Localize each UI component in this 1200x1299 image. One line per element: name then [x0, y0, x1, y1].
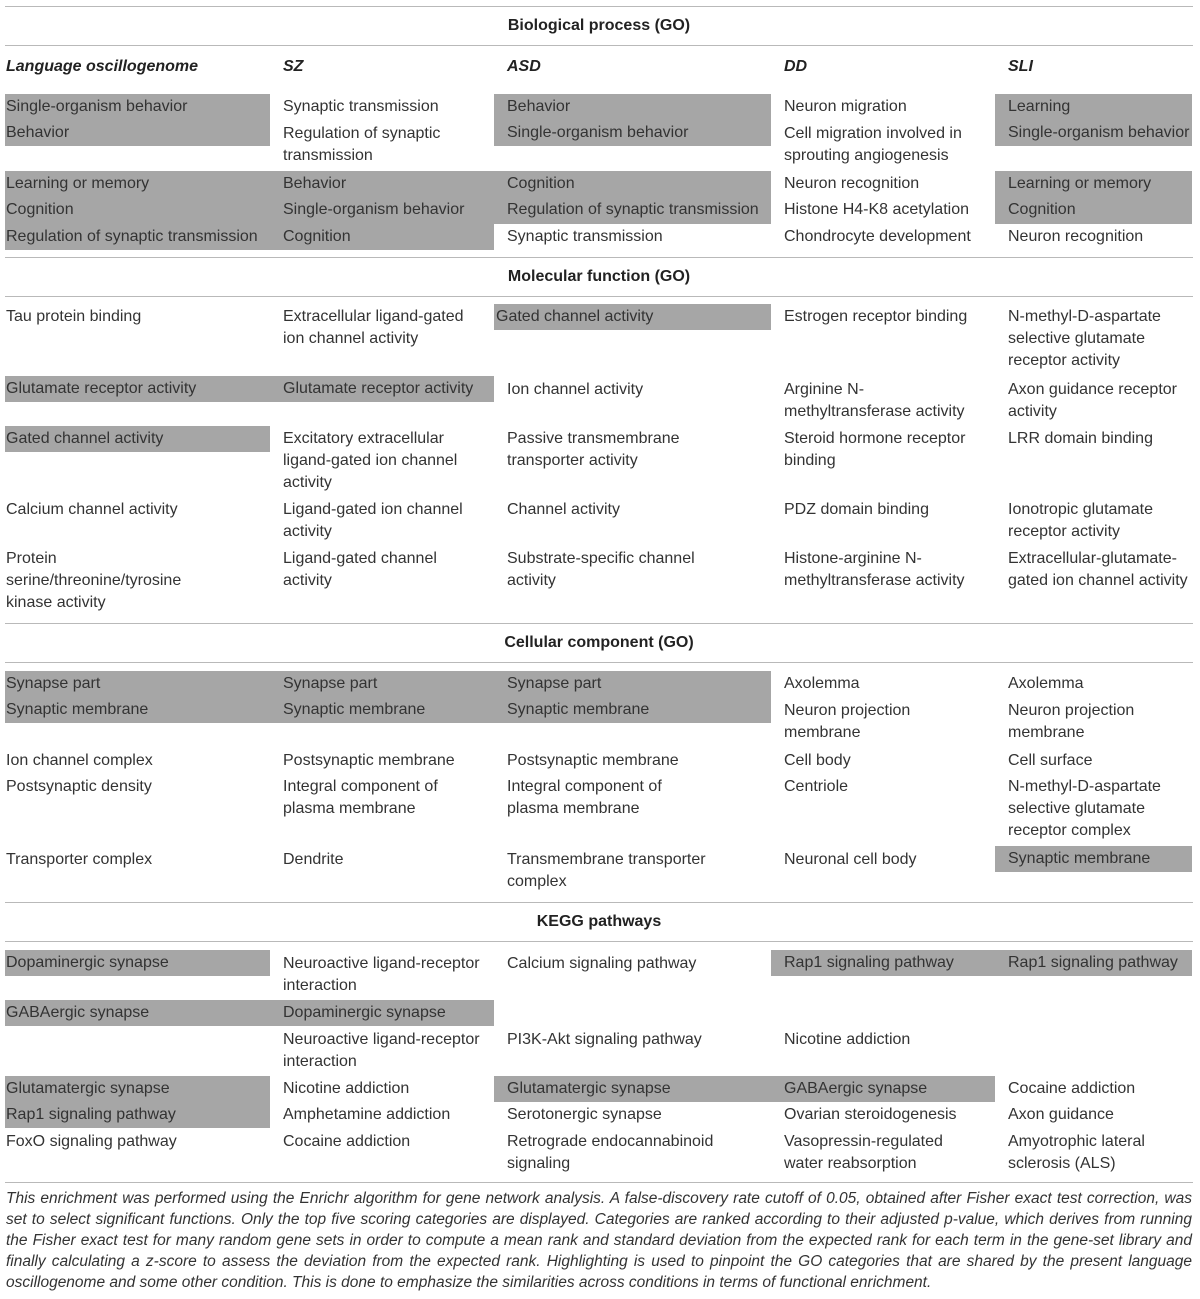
cc-dd-cell: Axolemma: [784, 675, 860, 692]
section-title-biological-process: Biological process (GO): [507, 17, 691, 34]
bp-lo-cell: Learning or memory: [5, 171, 270, 197]
kegg-lo-cell: FoxO signaling pathway: [6, 1133, 177, 1150]
bp-asd-cell: Single-organism behavior: [494, 120, 771, 146]
kegg-lo-cell: GABAergic synapse: [5, 1000, 270, 1026]
mf-sz-cell: Ligand-gated ion channel activity: [283, 501, 463, 540]
cc-sli-cell: Neuron projection membrane: [1008, 702, 1135, 741]
kegg-asd-cell: Glutamatergic synapse: [494, 1076, 771, 1102]
mf-sz-cell: Extracellular ligand-gated ion channel activity: [283, 308, 464, 347]
kegg-sz-cell: Neuroactive ligand-receptor interaction: [283, 955, 480, 994]
cc-sz-cell: Dendrite: [283, 851, 344, 868]
kegg-sz-cell: Nicotine addiction: [283, 1080, 410, 1097]
table-rule: [5, 45, 1193, 46]
mf-sz-cell: Ligand-gated channel activity: [283, 550, 437, 589]
kegg-sz-cell: Amphetamine addiction: [283, 1106, 451, 1123]
cc-sli-cell: Axolemma: [1008, 675, 1084, 692]
cc-asd-cell: Postsynaptic membrane: [507, 752, 679, 769]
column-header-language-oscillogenome: Language oscillogenome: [6, 58, 199, 75]
kegg-asd-cell: Serotonergic synapse: [507, 1106, 662, 1123]
mf-asd-cell: Substrate-specific channel activity: [507, 550, 695, 589]
mf-dd-cell: Arginine N-methyltransferase activity: [784, 381, 965, 420]
kegg-sz-cell: Dopaminergic synapse: [270, 1000, 494, 1026]
bp-sz-cell: Single-organism behavior: [270, 197, 494, 224]
mf-asd-cell: Passive transmembrane transporter activity: [507, 430, 680, 469]
bp-dd-cell: Neuron migration: [784, 98, 907, 115]
cc-asd-cell: Transmembrane transporter complex: [507, 851, 706, 890]
mf-sz-cell: Excitatory extracellular ligand-gated ion channel activity: [283, 430, 458, 491]
table-rule-bottom: [5, 1182, 1193, 1183]
table-rule: [5, 296, 1193, 297]
column-header-sli: SLI: [1008, 58, 1033, 75]
bp-sli-cell: Learning: [995, 94, 1192, 120]
table-footnote: This enrichment was performed using the Enrichr algorithm for gene network analysis. A false-discovery rate cutoff of 0.05, obtained after Fisher exact test correction, was set to select significant functions. Only the top five scoring categories are displayed. Categories are ranked according to their adjusted p-value, which derives from running the Fisher exact test for many random gene sets in order to compute a mean rank and standard deviation from the expected rank for each term in the gene-set library and finally calculating a z-score to assess the deviation from the expected rank. Highlighting is used to pinpoint the GO categories that are shared by the present language oscillogenome and some other condition. This is done to emphasize the similarities across conditions in terms of functional enrichment.: [6, 1190, 1192, 1291]
mf-dd-cell: PDZ domain binding: [784, 501, 929, 518]
mf-lo-cell: Gated channel activity: [5, 426, 270, 452]
cc-sz-cell: Integral component of plasma membrane: [283, 778, 438, 817]
mf-sli-cell: Extracellular-glutamate-gated ion channel activity: [1008, 550, 1188, 589]
bp-lo-cell: Behavior: [5, 120, 270, 146]
bp-dd-cell: Chondrocyte development: [784, 228, 971, 245]
mf-asd-cell: Gated channel activity: [494, 304, 771, 330]
section-title-kegg: KEGG pathways: [536, 913, 662, 930]
table-rule-top: [5, 6, 1193, 7]
cc-sli-cell: N-methyl-D-aspartate selective glutamate receptor complex: [1008, 778, 1161, 839]
bp-dd-cell: Neuron recognition: [784, 175, 920, 192]
mf-lo-cell: Glutamate receptor activity: [5, 376, 270, 402]
kegg-dd-cell: Ovarian steroidogenesis: [784, 1106, 957, 1123]
cc-dd-cell: Centriole: [784, 778, 849, 795]
cc-sz-cell: Synaptic membrane: [270, 697, 494, 723]
kegg-dd-cell: Rap1 signaling pathway: [771, 950, 995, 976]
bp-asd-cell: Behavior: [494, 94, 771, 120]
cc-dd-cell: Neuronal cell body: [784, 851, 917, 868]
mf-sli-cell: LRR domain binding: [1008, 430, 1153, 447]
mf-dd-cell: Steroid hormone receptor binding: [784, 430, 966, 469]
mf-asd-cell: Ion channel activity: [507, 381, 644, 398]
kegg-sli-cell: Amyotrophic lateral sclerosis (ALS): [1008, 1133, 1145, 1172]
mf-sli-cell: Ionotropic glutamate receptor activity: [1008, 501, 1153, 540]
bp-sz-cell: Regulation of synaptic transmission: [283, 125, 441, 164]
bp-sli-cell: Neuron recognition: [1008, 228, 1144, 245]
mf-sz-cell: Glutamate receptor activity: [270, 376, 494, 402]
table-rule: [5, 902, 1193, 903]
kegg-dd-cell: Vasopressin-regulated water reabsorption: [784, 1133, 943, 1172]
mf-sli-cell: N-methyl-D-aspartate selective glutamate receptor activity: [1008, 308, 1161, 369]
kegg-sz-cell: Cocaine addiction: [283, 1133, 411, 1150]
mf-lo-cell: Calcium channel activity: [6, 501, 178, 518]
bp-sli-cell: Cognition: [995, 197, 1192, 224]
table-rule: [5, 941, 1193, 942]
bp-asd-cell: Synaptic transmission: [507, 228, 663, 245]
cc-lo-cell: Transporter complex: [6, 851, 153, 868]
kegg-lo-cell: Rap1 signaling pathway: [5, 1102, 270, 1128]
bp-sli-cell: Single-organism behavior: [995, 120, 1192, 146]
column-header-sz: SZ: [283, 58, 304, 75]
cc-lo-cell: Synaptic membrane: [5, 697, 270, 723]
kegg-sz-cell: Neuroactive ligand-receptor interaction: [283, 1031, 480, 1070]
cc-sli-cell: Synaptic membrane: [995, 846, 1192, 872]
cc-sz-cell: Postsynaptic membrane: [283, 752, 455, 769]
kegg-asd-cell: Calcium signaling pathway: [507, 955, 697, 972]
cc-lo-cell: Postsynaptic density: [6, 778, 152, 795]
bp-lo-cell: Single-organism behavior: [5, 94, 270, 120]
mf-asd-cell: Channel activity: [507, 501, 620, 518]
kegg-sli-cell: Axon guidance: [1008, 1106, 1114, 1123]
kegg-lo-cell: Glutamatergic synapse: [5, 1076, 270, 1102]
mf-lo-cell: Tau protein binding: [6, 308, 142, 325]
cc-sli-cell: Cell surface: [1008, 752, 1093, 769]
table-rule: [5, 623, 1193, 624]
mf-lo-cell: Protein serine/threonine/tyrosine kinase activity: [6, 550, 182, 611]
bp-sz-cell: Behavior: [270, 171, 494, 197]
table-rule: [5, 662, 1193, 663]
column-header-dd: DD: [784, 58, 808, 75]
bp-lo-cell: Cognition: [5, 197, 270, 224]
bp-sz-cell: Synaptic transmission: [283, 98, 439, 115]
kegg-sli-cell: Cocaine addiction: [1008, 1080, 1136, 1097]
bp-sz-cell: Cognition: [270, 224, 494, 250]
column-header-asd: ASD: [507, 58, 541, 75]
mf-dd-cell: Histone-arginine N-methyltransferase activity: [784, 550, 965, 589]
kegg-asd-cell: Retrograde endocannabinoid signaling: [507, 1133, 714, 1172]
mf-sli-cell: Axon guidance receptor activity: [1008, 381, 1177, 420]
bp-dd-cell: Cell migration involved in sprouting angiogenesis: [784, 125, 962, 164]
bp-sli-cell: Learning or memory: [995, 171, 1192, 197]
cc-lo-cell: Synapse part: [5, 671, 270, 697]
cc-asd-cell: Synapse part: [494, 671, 771, 697]
cc-asd-cell: Synaptic membrane: [494, 697, 771, 723]
bp-asd-cell: Cognition: [494, 171, 771, 197]
cc-dd-cell: Neuron projection membrane: [784, 702, 911, 741]
section-title-cellular-component: Cellular component (GO): [504, 634, 694, 651]
cc-sz-cell: Synapse part: [270, 671, 494, 697]
bp-lo-cell: Regulation of synaptic transmission: [5, 224, 270, 250]
bp-asd-cell: Regulation of synaptic transmission: [494, 197, 771, 224]
kegg-dd-cell: GABAergic synapse: [771, 1076, 995, 1102]
cc-asd-cell: Integral component of plasma membrane: [507, 778, 662, 817]
kegg-asd-cell: PI3K-Akt signaling pathway: [507, 1031, 702, 1048]
kegg-dd-cell: Nicotine addiction: [784, 1031, 911, 1048]
table-rule: [5, 257, 1193, 258]
kegg-sli-cell: Rap1 signaling pathway: [995, 950, 1192, 976]
cc-dd-cell: Cell body: [784, 752, 851, 769]
cc-lo-cell: Ion channel complex: [6, 752, 153, 769]
kegg-lo-cell: Dopaminergic synapse: [5, 950, 270, 976]
mf-dd-cell: Estrogen receptor binding: [784, 308, 968, 325]
bp-dd-cell: Histone H4-K8 acetylation: [784, 201, 969, 218]
section-title-molecular-function: Molecular function (GO): [507, 268, 691, 285]
